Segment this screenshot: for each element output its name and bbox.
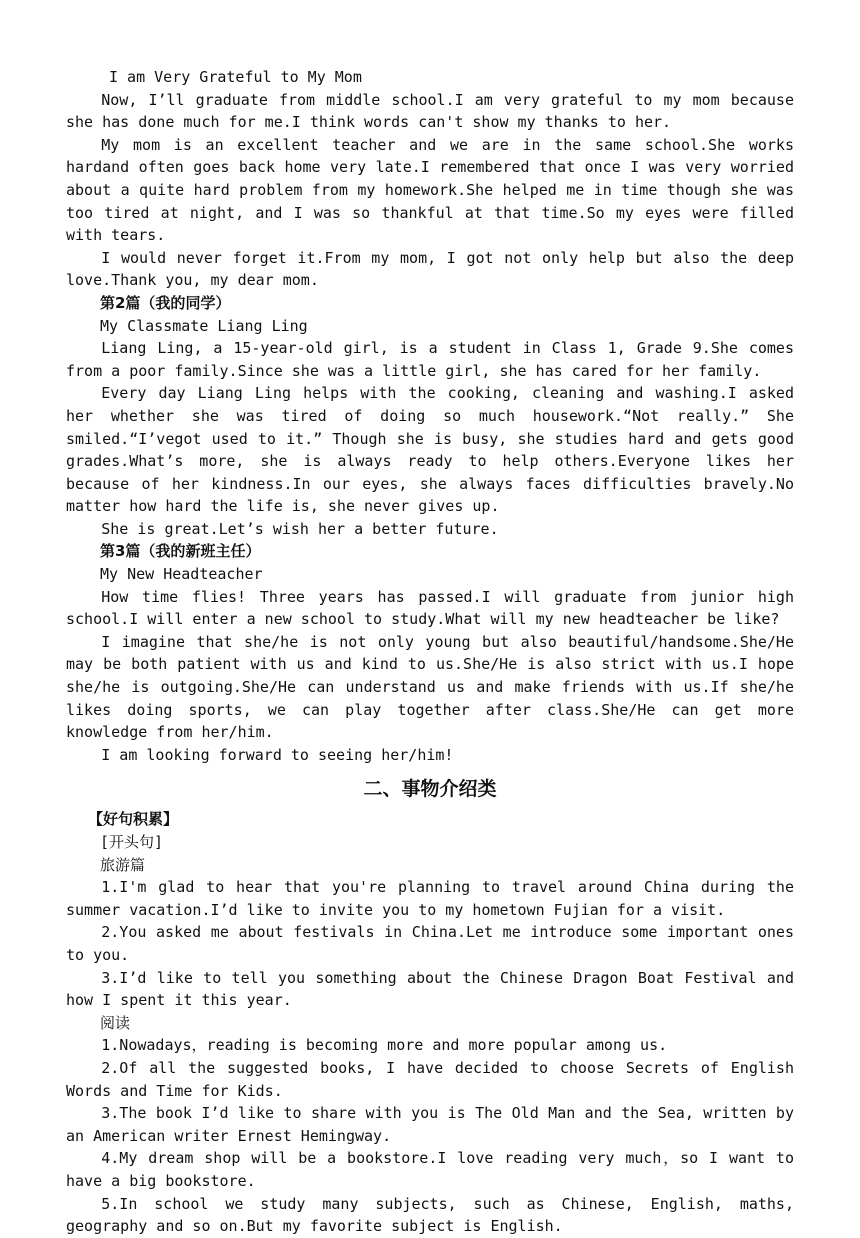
reading-item: 1.Nowadays，reading is becoming more and more popular among us. — [101, 1036, 668, 1055]
reading-item: 3.The book I’d like to share with you is The Old Man and the Sea, written by an American writer Ernest Hemingway. — [66, 1104, 794, 1145]
travel-item: 3.I’d like to tell you something about the Chinese Dragon Boat Festival and how I spent it this year. — [66, 968, 794, 1010]
reading-item: 5.In school we study many subjects, such as Chinese, English, maths, geography and so on.But my favorite subject is English. — [66, 1194, 794, 1236]
essay3-paragraph: I am looking forward to seeing her/him! — [101, 745, 454, 764]
essay2-paragraph: Liang Ling, a 15-year-old girl, is a student in Class 1, Grade 9.She comes from a poor family.Since she was a little girl, she has cared for her family. — [66, 339, 794, 380]
essay2-paragraph: Every day Liang Ling helps with the cooking, cleaning and washing.I asked her whether she was tired of doing so much housework.“Not really.” She smiled.“I’vegot used to it.” Though she is busy, she studies hard and gets good grades.What’s more, she is always ready to help others.Everyone likes her because of her kindness.In our eyes, she always faces difficulties bravely.No matter how hard the life is, she never gives up. — [66, 384, 794, 516]
good-sentences-label: 【好句积累】 — [88, 810, 179, 829]
essay2-heading: 第2篇（我的同学） — [100, 293, 231, 312]
essay1-title: I am Very Grateful to My Mom — [109, 68, 362, 86]
essay3-paragraph: I imagine that she/he is not only young but also beautiful/handsome.She/He may be both patient with us and kind to us.She/He is also strict with us.I hope she/he is outgoing.She/He can understand us and make friends with us.If she/he likes doing sports, we can play together after class.She/He can get more knowledge from her/him. — [66, 632, 794, 742]
reading-item: 2.Of all the suggested books, I have decided to choose Secrets of English Words and Time for Kids. — [66, 1058, 794, 1100]
essay2-paragraph: She is great.Let’s wish her a better future. — [101, 519, 499, 538]
travel-item: 2.You asked me about festivals in China.Let me introduce some important ones to you. — [66, 923, 794, 964]
reading-label: 阅读 — [100, 1013, 131, 1032]
reading-item: 4.My dream shop will be a bookstore.I love reading very much，so I want to have a big bookstore. — [66, 1149, 794, 1190]
travel-label: 旅游篇 — [100, 855, 146, 874]
openers-label: [开头句] — [100, 833, 164, 851]
document-page — [66, 66, 794, 1238]
section-title: 二、事物介绍类 — [363, 778, 497, 801]
essay1-paragraph: I would never forget it.From my mom, I got not only help but also the deep love.Thank you, my dear mom. — [66, 248, 794, 290]
essay2-title: My Classmate Liang Ling — [100, 316, 308, 335]
essay1-paragraph: Now, I’ll graduate from middle school.I am very grateful to my mom because she has done much for me.I think words can't show my thanks to her. — [66, 90, 794, 132]
essay3-title: My New Headteacher — [100, 565, 263, 584]
essay3-heading: 第3篇（我的新班主任） — [100, 542, 261, 561]
travel-item: 1.I'm glad to hear that you're planning to travel around China during the summer vacation.I’d like to invite you to my hometown Fujian for a visit. — [66, 878, 794, 919]
essay1-paragraph: My mom is an excellent teacher and we are in the same school.She works hardand often goes back home very late.I remembered that once I was very worried about a quite hard problem from my homework.She helped me in time though she was too tired at night, and I was so thankful at that time.So my eyes were filled with tears. — [66, 135, 794, 245]
essay3-paragraph: How time flies! Three years has passed.I will graduate from junior high school.I will enter a new school to study.What will my new headteacher be like? — [66, 587, 794, 629]
